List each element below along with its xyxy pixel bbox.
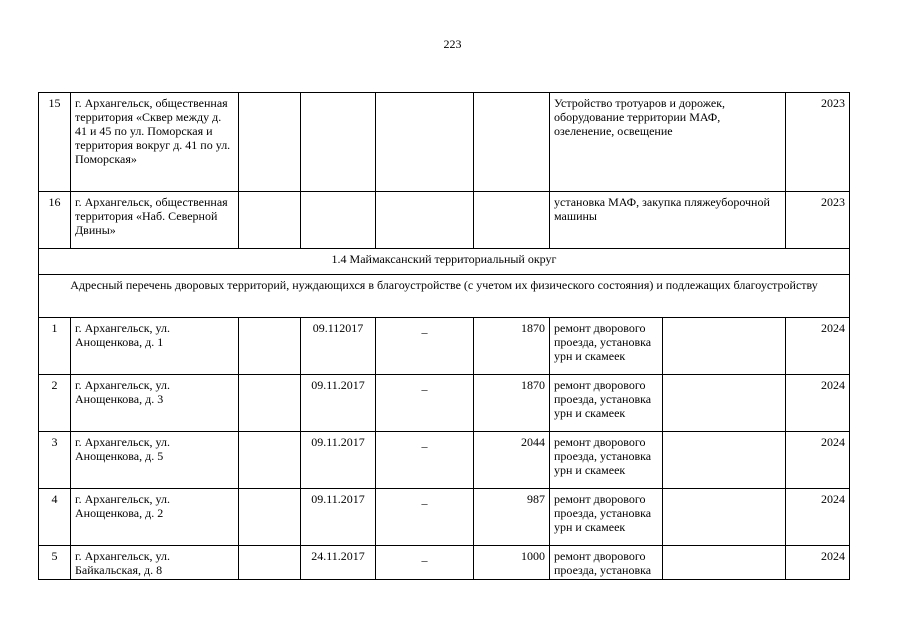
row-area: 1870 <box>474 318 550 375</box>
row-year: 2024 <box>786 489 850 546</box>
row-year: 2023 <box>786 93 850 192</box>
row-number: 4 <box>39 489 71 546</box>
row-works: установка МАФ, закупка пляжеуборочной машины <box>550 192 786 249</box>
table-row <box>39 318 850 375</box>
row-number: 3 <box>39 432 71 489</box>
row-dash: _ <box>376 432 474 489</box>
row-date: 09.11.2017 <box>301 432 376 489</box>
empty-cell <box>239 192 301 249</box>
row-year: 2024 <box>786 546 850 580</box>
page-number: 223 <box>443 37 462 51</box>
row-date: 09.11.2017 <box>301 375 376 432</box>
row-address: г. Архангельск, ул. Анощенкова, д. 5 <box>71 432 239 489</box>
row-dash: _ <box>376 546 474 580</box>
improvement-table <box>38 92 850 580</box>
table-row <box>39 546 850 580</box>
table-row <box>39 375 850 432</box>
empty-cell <box>474 192 550 249</box>
section-title: 1.4 Маймаксанский территориальный округ <box>39 249 850 275</box>
empty-cell <box>663 546 786 580</box>
row-number: 15 <box>39 93 71 192</box>
row-year: 2024 <box>786 375 850 432</box>
empty-cell <box>301 93 376 192</box>
row-works: ремонт дворового проезда, установка <box>550 546 663 580</box>
row-works: Устройство тротуаров и дорожек, оборудование территории МАФ, озеленение, освещение <box>550 93 786 192</box>
row-works: ремонт дворового проезда, установка урн и скамеек <box>550 489 663 546</box>
row-number: 5 <box>39 546 71 580</box>
row-year: 2023 <box>786 192 850 249</box>
table-row <box>39 93 850 192</box>
empty-cell <box>239 489 301 546</box>
row-date: 09.112017 <box>301 318 376 375</box>
row-works: ремонт дворового проезда, установка урн и скамеек <box>550 318 663 375</box>
row-address: г. Архангельск, ул. Анощенкова, д. 2 <box>71 489 239 546</box>
row-year: 2024 <box>786 318 850 375</box>
row-dash: _ <box>376 489 474 546</box>
row-area: 1870 <box>474 375 550 432</box>
row-number: 2 <box>39 375 71 432</box>
row-address: г. Архангельск, общественная территория «Сквер между д. 41 и 45 по ул. Поморская и территория вокруг д. 41 по ул. Поморская» <box>71 93 239 192</box>
section-title-row <box>39 249 850 275</box>
row-number: 1 <box>39 318 71 375</box>
table-row <box>39 489 850 546</box>
empty-cell <box>474 93 550 192</box>
row-date: 09.11.2017 <box>301 489 376 546</box>
row-area: 2044 <box>474 432 550 489</box>
row-dash: _ <box>376 375 474 432</box>
empty-cell <box>301 192 376 249</box>
table-row <box>39 192 850 249</box>
section-subtitle-row <box>39 275 850 318</box>
empty-cell <box>663 375 786 432</box>
empty-cell <box>663 489 786 546</box>
row-dash: _ <box>376 318 474 375</box>
row-address: г. Архангельск, ул. Анощенкова, д. 1 <box>71 318 239 375</box>
table-row <box>39 432 850 489</box>
empty-cell <box>239 93 301 192</box>
row-date: 24.11.2017 <box>301 546 376 580</box>
empty-cell <box>376 93 474 192</box>
empty-cell <box>663 432 786 489</box>
row-address: г. Архангельск, ул. Анощенкова, д. 3 <box>71 375 239 432</box>
empty-cell <box>239 375 301 432</box>
empty-cell <box>239 318 301 375</box>
row-works: ремонт дворового проезда, установка урн и скамеек <box>550 432 663 489</box>
row-works: ремонт дворового проезда, установка урн и скамеек <box>550 375 663 432</box>
empty-cell <box>663 318 786 375</box>
empty-cell <box>376 192 474 249</box>
row-number: 16 <box>39 192 71 249</box>
row-area: 1000 <box>474 546 550 580</box>
empty-cell <box>239 432 301 489</box>
row-address: г. Архангельск, ул. Байкальская, д. 8 <box>71 546 239 580</box>
row-year: 2024 <box>786 432 850 489</box>
row-area: 987 <box>474 489 550 546</box>
section-subtitle: Адресный перечень дворовых территорий, нуждающихся в благоустройстве (с учетом их физического состояния) и подлежащих благоустройству <box>39 275 850 318</box>
row-address: г. Архангельск, общественная территория «Наб. Северной Двины» <box>71 192 239 249</box>
empty-cell <box>239 546 301 580</box>
